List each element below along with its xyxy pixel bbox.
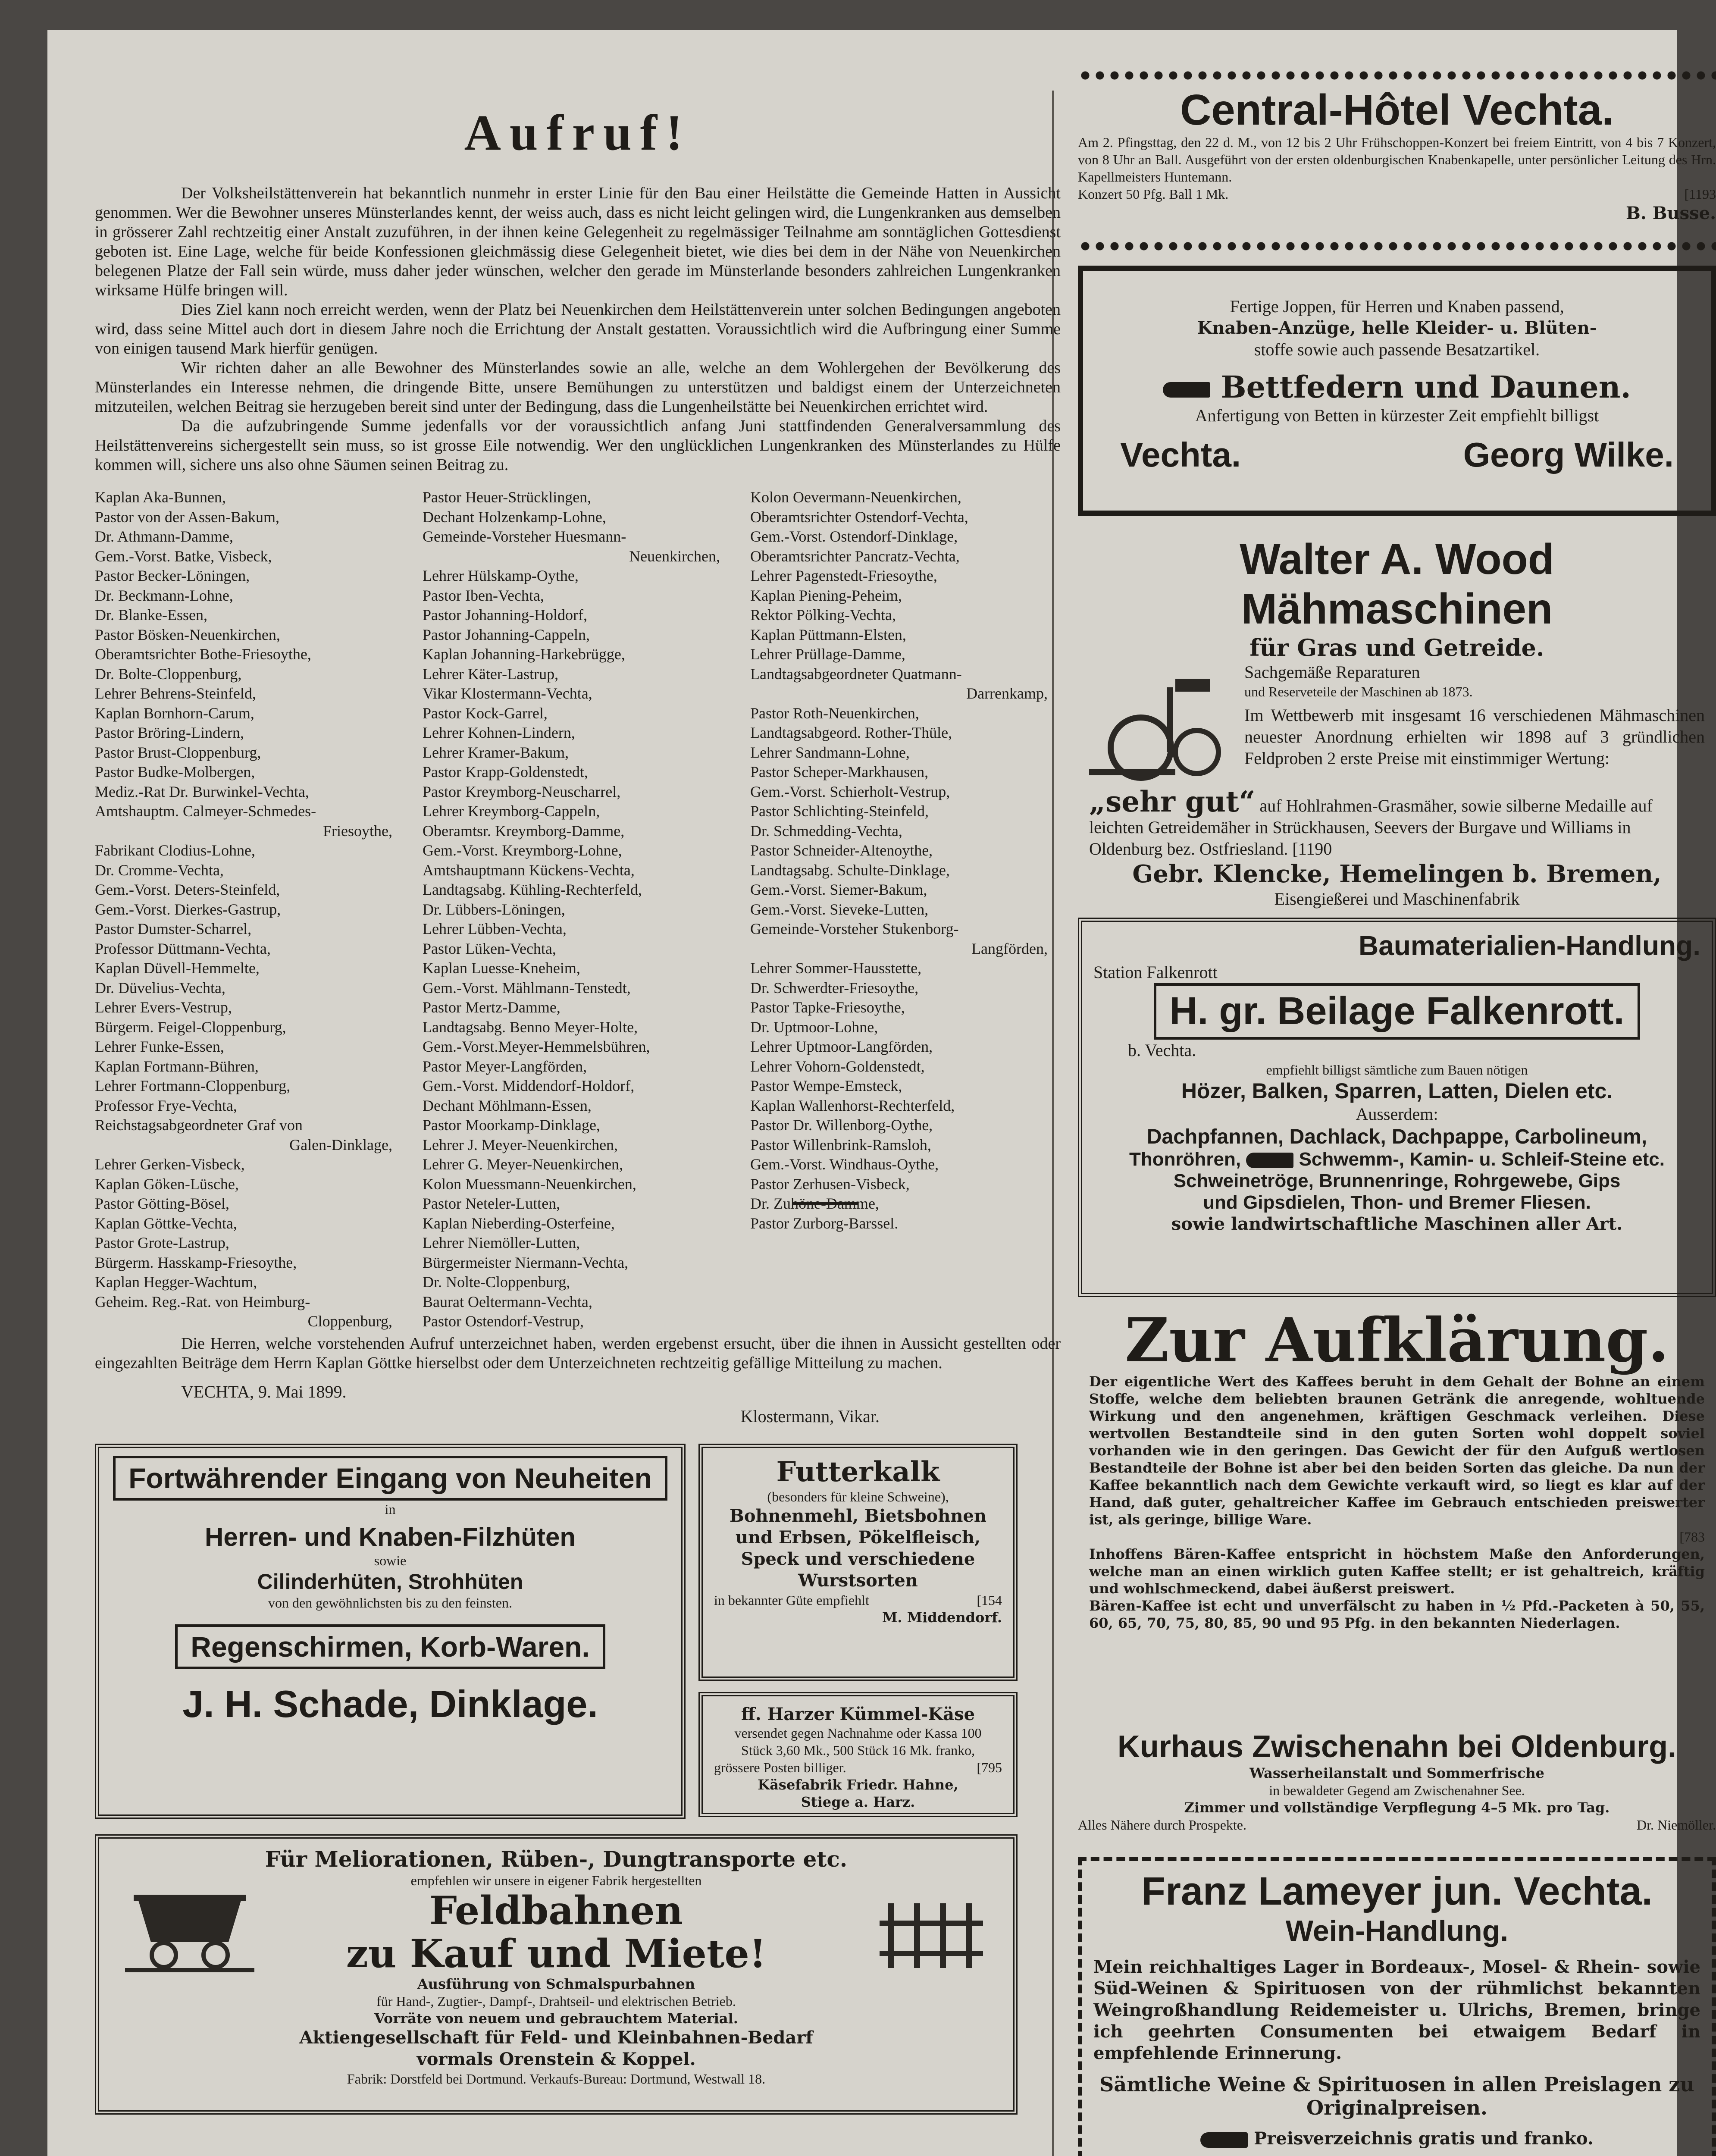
- signer-entry: Vikar Klostermann-Vechta,: [423, 685, 592, 702]
- harzer-l5: Käsefabrik Friedr. Hahne,: [758, 1776, 958, 1793]
- signer-entry: Pastor Kock-Garrel,: [423, 704, 548, 722]
- signer-entry: Dr. Düvelius-Vechta,: [95, 979, 225, 997]
- signer-entry: Fabrikant Clodius-Lohne,: [95, 842, 255, 859]
- futterkalk-l3: und Erbsen, Pökelfleisch,: [735, 1527, 981, 1548]
- signer-entry: Kolon Oevermann-Neuenkirchen,: [750, 489, 961, 506]
- signer-entry: Baurat Oeltermann-Vechta,: [423, 1293, 592, 1310]
- feldbahnen-l3: Feldbahnen: [429, 1887, 683, 1934]
- wood-l3: Im Wettbewerb mit insgesamt 16 verschiedenen Mähmaschinen neuester Anordnung erhielten wir 1898 auf 3 gründlichen Feldproben 2 erste Preise mit einstimmiger Wertung:: [1244, 705, 1705, 768]
- signer-entry: Gem.-Vorst. Sieveke-Lutten,: [750, 900, 929, 918]
- signer-entry: Friesoythe,: [323, 822, 392, 840]
- signer-entry: Pastor Johanning-Holdorf,: [423, 606, 587, 624]
- signer-entry: Landtagsabg. Kühling-Rechterfeld,: [423, 881, 642, 898]
- date-place: VECHTA, 9. Mai 1899.: [181, 1382, 347, 1401]
- futterkalk-l1: (besonders für kleine Schweine),: [767, 1489, 949, 1504]
- schade-line-2: Herren- und Knaben-Filzhüten: [205, 1522, 576, 1551]
- futterkalk-num: [154: [977, 1592, 1002, 1608]
- signer-entry: Lehrer Kreymborg-Cappeln,: [423, 802, 600, 820]
- signer-column-3: [750, 488, 1061, 1332]
- pointing-hand-icon-2: [1246, 1153, 1293, 1168]
- signer-list: [95, 488, 1061, 1332]
- signer-entry: Gem.-Vorst. Schierholt-Vestrup,: [750, 783, 950, 800]
- signer-entry: Lehrer Hülskamp-Oythe,: [423, 567, 579, 584]
- signer-entry: Pastor Ostendorf-Vestrup,: [423, 1313, 584, 1330]
- pointing-hand-icon-3: [1200, 2132, 1248, 2148]
- signer-entry: Pastor Brust-Cloppenburg,: [95, 743, 261, 761]
- beilage-l7: und Gipsdielen, Thon- und Bremer Fliesen.: [1203, 1192, 1591, 1213]
- ad-kurhaus: [1078, 1729, 1716, 1846]
- beilage-l5b: Schwemm-, Kamin- u. Schleif-Steine etc.: [1299, 1149, 1665, 1170]
- lameyer-body: Mein reichhaltiges Lager in Bordeaux-, Mosel- & Rhein- sowie Süd-Weinen & Spirituosen von der rühmlichst bekannten Weingroßhandlung Reidemeister u. Ulrichs, Bremen, bringe ich geehrten Consumenten bei etwaigem Bedarf in empfehlende Erinnerung.: [1093, 1957, 1700, 2063]
- signer-entry: Galen-Dinklage,: [289, 1136, 392, 1153]
- signer-entry: Bürgermeister Niermann-Vechta,: [423, 1253, 629, 1271]
- signer-entry: Kaplan Luesse-Kneheim,: [423, 959, 580, 977]
- signer-entry: Kaplan Püttmann-Elsten,: [750, 626, 906, 643]
- feldbahnen-l7: Vorräte von neuem und gebrauchtem Material.: [374, 2010, 738, 2027]
- signer-entry: Kaplan Piening-Peheim,: [750, 586, 902, 604]
- chain-border: [1078, 69, 1716, 82]
- signer-entry: Gem.-Vorst.Meyer-Hemmelsbühren,: [423, 1038, 650, 1055]
- wood-sig: Gebr. Klencke, Hemelingen b. Bremen,: [1132, 860, 1662, 888]
- signer-entry: Lehrer Gerken-Visbeck,: [95, 1156, 245, 1173]
- feldbahnen-l10: Fabrik: Dorstfeld bei Dortmund. Verkaufs-Bureau: Dortmund, Westwall 18.: [347, 2071, 766, 2087]
- ads-stack-small: [698, 1444, 1018, 1830]
- signer-entry: Pastor Scheper-Markhausen,: [750, 763, 929, 780]
- central-title: Central-Hôtel Vechta.: [1180, 86, 1614, 134]
- beilage-l2: Hözer, Balken, Sparren, Latten, Dielen etc.: [1181, 1079, 1613, 1103]
- signer-entry: Gem.-Vorst. Siemer-Bakum,: [750, 881, 927, 898]
- signer-entry: Dechant Möhlmann-Essen,: [423, 1097, 592, 1114]
- wood-l4: auf Hohlrahmen-Grasmäher, sowie silberne Medaille auf leichten Getreidemäher in Strückhausen, Seevers der Burgave und Williams in Oldenburg bez. Ostfriesland.: [1089, 796, 1653, 859]
- signer-entry: Pastor Wempe-Emsteck,: [750, 1077, 902, 1094]
- signer-entry: Pastor Bösken-Neuenkirchen,: [95, 626, 280, 643]
- signer-entry: Pastor Kreymborg-Neuscharrel,: [423, 783, 621, 800]
- harzer-num: [795: [977, 1759, 1002, 1775]
- signer-entry: Pastor Roth-Neuenkirchen,: [750, 704, 919, 722]
- harzer-l2: versendet gegen Nachnahme oder Kassa 100: [734, 1725, 982, 1741]
- futterkalk-sig: M. Middendorf.: [882, 1609, 1002, 1626]
- signer-entry: Lehrer Behrens-Steinfeld,: [95, 685, 256, 702]
- ad-beilage: [1078, 918, 1716, 1297]
- railcar-illustration: [125, 1882, 254, 1977]
- signer-entry: Mediz.-Rat Dr. Burwinkel-Vechta,: [95, 783, 309, 800]
- signer-entry: Dr. Bolte-Cloppenburg,: [95, 665, 242, 683]
- signer-entry: Lehrer Niemöller-Lutten,: [423, 1234, 580, 1251]
- signer-entry: Pastor Dumster-Scharrel,: [95, 920, 252, 937]
- signer-entry: Dr. Schmedding-Vechta,: [750, 822, 902, 840]
- right-column: [1078, 69, 1716, 2156]
- wood-quote: „sehr gut“: [1089, 785, 1256, 818]
- signer-entry: Dr. Schwerdter-Friesoythe,: [750, 979, 919, 997]
- ad-feldbahnen: [95, 1834, 1018, 2115]
- kurhaus-l1: Wasserheilanstalt und Sommerfrische: [1249, 1765, 1545, 1781]
- signer-entry: Dr. Lübbers-Löningen,: [423, 900, 565, 918]
- harzer-l3: Stück 3,60 Mk., 500 Stück 16 Mk. franko,: [741, 1742, 975, 1758]
- signer-entry: Landtagsabgeord. Rother-Thüle,: [750, 724, 952, 741]
- beilage-title: Baumaterialien-Handlung.: [1359, 930, 1700, 961]
- schade-line-3: Cilinderhüten, Strohhüten: [257, 1569, 523, 1594]
- aufruf-paragraph-1: Der Volksheilstättenverein hat bekanntlich nunmehr in erster Linie für den Bau einer Heilstätte die Gemeinde Hatten in Aussicht genommen. Wer die Bewohner unseres Münsterlandes kennt, der weiss auch, dass es nicht leicht gelingen wird, die Lungenkranken aus demselben in grösserer Zahl rechtzeitig einer Anstalt zuzuführen, in der ihnen keine Gelegenheit zu regelmässiger Teilnahme am sonntäglichen Gottesdienst geboten ist. Eine Lage, welche für beide Konfessionen gleichmässig diese Gelegenheit bietet, wie dies bei dem in der Nähe von Neuenkirchen belegenen Platze der Fall sein würde, muss daher jeder wünschen, welcher den gerade im Münsterlande besonders zahlreichen Lungenkranken wirksame Hülfe bringen will.: [95, 184, 1061, 299]
- schade-line-4: von den gewöhnlichsten bis zu den feinsten.: [268, 1595, 513, 1611]
- beilage-name: H. gr. Beilage Falkenrott.: [1154, 983, 1640, 1040]
- beilage-l5: Thonröhren,: [1129, 1149, 1241, 1170]
- ad-futterkalk: [698, 1444, 1018, 1681]
- signer-entry: Oberamtsrichter Ostendorf-Vechta,: [750, 508, 968, 526]
- lameyer-sub: Wein-Handlung.: [1285, 1915, 1509, 1947]
- signer-entry: Kaplan Hegger-Wachtum,: [95, 1273, 257, 1291]
- signer-entry: Neuenkirchen,: [629, 547, 720, 565]
- signer-entry: Pastor Schneider-Altenoythe,: [750, 842, 933, 859]
- signer-entry: Gemeinde-Vorsteher Huesmann-: [423, 528, 626, 545]
- signer-entry: Kaplan Göken-Lüsche,: [95, 1175, 239, 1193]
- left-column: [95, 69, 1061, 2126]
- signer-entry: Pastor Schlichting-Steinfeld,: [750, 802, 929, 820]
- signer-entry: Kolon Muessmann-Neuenkirchen,: [423, 1175, 636, 1193]
- signer-entry: Kaplan Aka-Bunnen,: [95, 489, 226, 506]
- ad-lameyer: [1078, 1857, 1716, 2156]
- signer-entry: Pastor Meyer-Langförden,: [423, 1057, 587, 1075]
- wood-sub: für Gras und Getreide.: [1249, 634, 1544, 661]
- signer-entry: Kaplan Nieberding-Osterfeine,: [423, 1214, 615, 1232]
- signer-entry: Pastor Iben-Vechta,: [423, 586, 544, 604]
- ads-row-left: [95, 1444, 1061, 1830]
- feldbahnen-l8: Aktiengesellschaft für Feld- und Kleinbahnen-Bedarf: [299, 2027, 813, 2048]
- harzer-l4: grössere Posten billiger.: [714, 1759, 846, 1775]
- signer-entry: Pastor Moorkamp-Dinklage,: [423, 1116, 600, 1134]
- signer-entry: Pastor Krapp-Goldenstedt,: [423, 763, 588, 780]
- signer-entry: Professor Düttmann-Vechta,: [95, 940, 271, 957]
- signer-entry: Lehrer Vohorn-Goldenstedt,: [750, 1057, 925, 1075]
- signer-entry: Gem.-Vorst. Mählmann-Tenstedt,: [423, 979, 631, 997]
- newspaper-page: [47, 30, 1716, 2156]
- ad-wood: [1078, 527, 1716, 909]
- kurhaus-l4: Alles Nähere durch Prospekte.: [1078, 1817, 1246, 1833]
- signer-entry: Dechant Holzenkamp-Lohne,: [423, 508, 606, 526]
- signer-entry: Gem.-Vorst. Deters-Steinfeld,: [95, 881, 280, 898]
- signer-entry: Lehrer Lübben-Vechta,: [423, 920, 567, 937]
- signer-entry: Lehrer Prüllage-Damme,: [750, 646, 905, 663]
- signer-entry: Pastor Tapke-Friesoythe,: [750, 999, 905, 1016]
- central-num: [1193: [1684, 186, 1716, 202]
- wood-l1: Sachgemäße Reparaturen: [1244, 662, 1420, 682]
- ad-central-hotel: [1078, 82, 1716, 229]
- feldbahnen-l6: für Hand-, Zugtier-, Dampf-, Drahtseil- und elektrischen Betrieb.: [376, 1993, 736, 2009]
- signer-entry: Dr. Cromme-Vechta,: [95, 861, 224, 879]
- signer-entry: Dr. Uptmoor-Lohne,: [750, 1018, 878, 1036]
- signer-entry: Lehrer Sandmann-Lohne,: [750, 743, 910, 761]
- lameyer-l3: Preisverzeichnis gratis und franko.: [1254, 2128, 1594, 2149]
- aufklaerung-body: Der eigentliche Wert des Kaffees beruht in dem Gehalt der Bohne an einem Stoffe, welche dem beliebten braunen Getränk die anregende, wohltuende Wirkung und den angenehmen, kräftigen Geschmack verleihen. Diese wertvollen Bestandteile sind in den guten Sorten wohl doppelt soviel vorhanden wie in den geringen. Das Gewicht der für den Aufguß wertlosen Bestandteile der Bohne ist aber bei den beiden Sorten das gleiche. Da nun der Kaffee bekanntlich nach dem Gewichte verkauft wird, so liegt es klar auf der Hand, daß guter, gehaltreicher Kaffee im Gebrauch entschieden preiswerter ist, als geringe, billige Ware.: [1089, 1373, 1705, 1528]
- signer-entry: Gem.-Vorst. Batke, Visbeck,: [95, 547, 272, 565]
- futterkalk-l4: Speck und verschiedene: [741, 1548, 975, 1569]
- wood-title: Walter A. Wood Mähmaschinen: [1240, 535, 1554, 633]
- signer-entry: Gemeinde-Vorsteher Stukenborg-: [750, 920, 959, 937]
- central-body: Am 2. Pfingsttag, den 22 d. M., von 12 bis 2 Uhr Frühschoppen-Konzert bei freiem Eintritt, von 4 bis 7 Konzert, von 8 Uhr an Ball. Ausgeführt von der ersten oldenburgischen Knabenkapelle, unter persönlicher Leitung des Hrn. Kapellmeisters Huntemann.: [1078, 135, 1716, 185]
- kurhaus-l2: in bewaldeter Gegend am Zwischenahner See.: [1269, 1783, 1525, 1798]
- wilke-l2: Knaben-Anzüge, helle Kleider- u. Blüten-: [1197, 318, 1597, 338]
- kurhaus-sig: Dr. Niemöller.: [1637, 1817, 1716, 1833]
- futterkalk-title: Futterkalk: [776, 1455, 940, 1488]
- signer-entry: Pastor Heuer-Strücklingen,: [423, 489, 592, 506]
- signer-entry: Pastor von der Assen-Bakum,: [95, 508, 279, 526]
- signer-entry: Lehrer G. Meyer-Neuenkirchen,: [423, 1156, 623, 1173]
- mower-illustration: [1089, 661, 1236, 791]
- signer-entry: Lehrer Käter-Lastrup,: [423, 665, 559, 683]
- signer-entry: Gem.-Vorst. Kreymborg-Lohne,: [423, 842, 622, 859]
- signer-entry: Geheim. Reg.-Rat. von Heimburg-: [95, 1293, 310, 1310]
- futterkalk-l5: Wurstsorten: [798, 1570, 918, 1591]
- signer-entry: Pastor Neteler-Lutten,: [423, 1195, 561, 1212]
- schade-sowie: sowie: [374, 1552, 407, 1568]
- beilage-place: b. Vechta.: [1128, 1040, 1196, 1060]
- signer-entry: Pastor Zurborg-Barssel.: [750, 1214, 899, 1232]
- aufruf-paragraph-3: Wir richten daher an alle Bewohner des Münsterlandes sowie an alle, welche an dem Wohlergehen der Bevölkerung des Münsterlandes ein Interesse nehmen, die dringende Bitte, unsere Bemühungen zu unterstützen und baldigst einem der Unterzeichneten mitzuteilen, welchen Beitrag sie herzugeben bereit sind unter der Bedingung, dass die Lungenheilstätte bei Neuenkirchen errichtet wird.: [95, 359, 1061, 416]
- signer-entry: Landtagsabgeordneter Quatmann-: [750, 665, 962, 683]
- feldbahnen-l5: Ausführung von Schmalspurbahnen: [417, 1975, 695, 1992]
- aufklaerung-body3: Bären-Kaffee ist echt und unverfälscht zu haben in ½ Pfd.-Packeten à 50, 55, 60, 65, 70, 75, 80, 85, 90 und 95 Pfg. in den bekannten Niederlagen.: [1089, 1598, 1705, 1631]
- signer-entry: Kaplan Göttke-Vechta,: [95, 1214, 237, 1232]
- feldbahnen-l4: zu Kauf und Miete!: [346, 1930, 767, 1977]
- signer-entry: Oberamtsrichter Pancratz-Vechta,: [750, 547, 960, 565]
- signer-entry: Lehrer Evers-Vestrup,: [95, 999, 232, 1016]
- signer-entry: Gem.-Vorst. Ostendorf-Dinklage,: [750, 528, 958, 545]
- signer-entry: Lehrer Pagenstedt-Friesoythe,: [750, 567, 937, 584]
- aufruf-title: Aufruf!: [464, 104, 692, 161]
- feldbahnen-l2: empfehlen wir unsere in eigener Fabrik hergestellten: [410, 1872, 702, 1888]
- wilke-place: Vechta.: [1120, 436, 1241, 474]
- pointing-hand-icon: [1163, 382, 1210, 398]
- signer-entry: Bürgerm. Hasskamp-Friesoythe,: [95, 1253, 297, 1271]
- signer-entry: Kaplan Wallenhorst-Rechterfeld,: [750, 1097, 955, 1114]
- kurhaus-l3: Zimmer und vollständige Verpflegung 4–5 Mk. pro Tag.: [1184, 1799, 1610, 1816]
- aufruf-paragraph-4: Da die aufzubringende Summe jedenfalls vor der voraussichtlich anfang Juni stattfindenden Generalversammlung des Heilstättenvereins sichergestellt sein muss, so ist grosse Eile notwendig. Wer den unglücklichen Lungenkranken des Münsterlandes zu Hülfe kommen will, sichere uns also ohne Säumen seinen Beitrag zu.: [95, 417, 1061, 474]
- beilage-l3: Ausserdem:: [1356, 1104, 1438, 1124]
- signer-entry: Lehrer Kramer-Bakum,: [423, 743, 569, 761]
- signer-entry: Pastor Lüken-Vechta,: [423, 940, 556, 957]
- aufklaerung-num: [783: [1679, 1529, 1705, 1545]
- wood-num: [1190: [1292, 839, 1332, 859]
- signer-entry: Pastor Zerhusen-Visbeck,: [750, 1175, 910, 1193]
- signer-entry: Lehrer Kohnen-Lindern,: [423, 724, 575, 741]
- signer-entry: Bürgerm. Feigel-Cloppenburg,: [95, 1018, 286, 1036]
- signer-entry: Pastor Grote-Lastrup,: [95, 1234, 229, 1251]
- beilage-l4: Dachpfannen, Dachlack, Dachpappe, Carbolineum,: [1146, 1125, 1647, 1148]
- signer-entry: Lehrer Funke-Essen,: [95, 1038, 224, 1055]
- central-price: Konzert 50 Pfg. Ball 1 Mk.: [1078, 186, 1229, 202]
- signer-entry: Pastor Budke-Molbergen,: [95, 763, 255, 780]
- wood-l2: und Reserveteile der Maschinen ab 1873.: [1244, 684, 1473, 699]
- signer-column-1: [95, 488, 405, 1332]
- signer-entry: Gem.-Vorst. Windhaus-Oythe,: [750, 1156, 939, 1173]
- closing-text: Die Herren, welche vorstehenden Aufruf unterzeichnet haben, werden ergebenst ersucht, über die ihnen in Aussicht gestellten oder eingezahlten Beiträge dem Herrn Kaplan Göttke hierselbst oder dem Unterzeichneten rechtzeitig gefällige Mitteilung zu machen.: [95, 1334, 1061, 1372]
- track-illustration: [875, 1886, 987, 1972]
- aufruf-paragraph-2: Dies Ziel kann noch erreicht werden, wenn der Platz bei Neuenkirchen dem Heilstättenverein unter solchen Bedingungen angeboten wird, dass seine Mittel auch dort in diesem Jahre noch die Errichtung der Anstalt gestatten. Voraussichtlich wird die Aufbringung einer Summe von einigen tausend Mark hierfür genügen.: [95, 301, 1061, 357]
- beilage-station: Station Falkenrott: [1093, 962, 1218, 982]
- signer-entry: Professor Frye-Vechta,: [95, 1097, 237, 1114]
- wood-sig2: Eisengießerei und Maschinenfabrik: [1274, 889, 1520, 909]
- feldbahnen-l1: Für Meliorationen, Rüben-, Dungtransporte etc.: [265, 1846, 848, 1872]
- signer-entry: Lehrer J. Meyer-Neuenkirchen,: [423, 1136, 618, 1153]
- schade-line-5: Regenschirmen, Korb-Waren.: [175, 1624, 605, 1669]
- wilke-l5: Anfertigung von Betten in kürzester Zeit empfiehlt billigst: [1195, 406, 1599, 425]
- beilage-l8: sowie landwirtschaftliche Maschinen aller Art.: [1171, 1214, 1623, 1234]
- signer-entry: Langförden,: [971, 940, 1048, 957]
- signer-entry: Kaplan Bornhorn-Carum,: [95, 704, 254, 722]
- signed-by: Klostermann, Vikar.: [740, 1406, 880, 1426]
- signer-entry: Lehrer Sommer-Hausstette,: [750, 959, 922, 977]
- signer-entry: Pastor Willenbrink-Ramsloh,: [750, 1136, 931, 1153]
- central-sig: B. Busse.: [1626, 203, 1716, 223]
- wilke-l3: stoffe sowie auch passende Besatzartikel.: [1254, 340, 1540, 359]
- harzer-l1: ff. Harzer Kümmel-Käse: [741, 1704, 975, 1724]
- signer-entry: Gem.-Vorst. Dierkes-Gastrup,: [95, 900, 281, 918]
- wilke-l1: Fertige Joppen, für Herren und Knaben passend,: [1230, 297, 1564, 316]
- signer-entry: Pastor Dr. Willenborg-Oythe,: [750, 1116, 933, 1134]
- wilke-name: Georg Wilke.: [1463, 436, 1674, 474]
- signer-entry: Amtshauptmann Kückens-Vechta,: [423, 861, 635, 879]
- signer-entry: Kaplan Düvell-Hemmelte,: [95, 959, 260, 977]
- ad-aufklaerung: [1078, 1305, 1716, 1718]
- signer-entry: Oberamtsrichter Bothe-Friesoythe,: [95, 646, 311, 663]
- signer-entry: Pastor Becker-Löningen,: [95, 567, 250, 584]
- signer-entry: Dr. Athmann-Damme,: [95, 528, 233, 545]
- signer-entry: Cloppenburg,: [307, 1313, 392, 1330]
- ad-harzer: [698, 1692, 1018, 1817]
- signer-entry: Pastor Johanning-Cappeln,: [423, 626, 590, 643]
- schade-in: in: [385, 1501, 396, 1517]
- signer-entry: Kaplan Johanning-Harkebrügge,: [423, 646, 625, 663]
- signer-column-2: [423, 488, 733, 1332]
- signer-entry: Pastor Mertz-Damme,: [423, 999, 561, 1016]
- signer-entry: Dr. Nolte-Cloppenburg,: [423, 1273, 570, 1291]
- signer-entry: Pastor Bröring-Lindern,: [95, 724, 244, 741]
- signer-entry: Landtagsabg. Benno Meyer-Holte,: [423, 1018, 638, 1036]
- futterkalk-l2: Bohnenmehl, Bietsbohnen: [730, 1505, 986, 1526]
- signer-entry: Oberamtsr. Kreymborg-Damme,: [423, 822, 625, 840]
- aufklaerung-body2: Inhoffens Bären-Kaffee entspricht in höchstem Maße den Anforderungen, welche man an einen wirklich guten Kaffee stellt; er ist gehaltreich, kräftig und wohlschmeckend, dabei äußerst preiswert.: [1089, 1546, 1705, 1597]
- dateline: [95, 1382, 1061, 1402]
- beilage-l6: Schweinetröge, Brunnenringe, Rohrgewebe, Gips: [1173, 1170, 1621, 1191]
- signer-entry: Reichstagsabgeordneter Graf von: [95, 1116, 303, 1134]
- beilage-l1: empfiehlt billigst sämtliche zum Bauen nötigen: [1266, 1062, 1528, 1078]
- wilke-l4: [1094, 369, 1700, 405]
- signer-entry: Darrenkamp,: [966, 685, 1048, 702]
- signer-entry: Amtshauptm. Calmeyer-Schmedes-: [95, 802, 316, 820]
- lameyer-l2: Sämtliche Weine & Spirituosen in allen Preislagen zu Originalpreisen.: [1099, 2073, 1694, 2119]
- signer-entry: Pastor Götting-Bösel,: [95, 1195, 229, 1212]
- harzer-l6: Stiege a. Harz.: [801, 1793, 915, 1810]
- ad-wilke: [1078, 266, 1716, 516]
- schade-line-1: Fortwährender Eingang von Neuheiten: [113, 1456, 667, 1501]
- schade-name: J. H. Schade, Dinklage.: [182, 1682, 598, 1725]
- signer-entry: Dr. Beckmann-Lohne,: [95, 586, 233, 604]
- signer-entry: Lehrer Fortmann-Cloppenburg,: [95, 1077, 291, 1094]
- signer-entry: Landtagsabg. Schulte-Dinklage,: [750, 861, 950, 879]
- signer-entry: Lehrer Uptmoor-Langförden,: [750, 1038, 933, 1055]
- chain-border-2: [1078, 240, 1716, 253]
- signer-entry: Gem.-Vorst. Middendorf-Holdorf,: [423, 1077, 635, 1094]
- futterkalk-l6: in bekannter Güte empfiehlt: [714, 1592, 869, 1608]
- kurhaus-title: Kurhaus Zwischenahn bei Oldenburg.: [1117, 1730, 1677, 1764]
- signer-entry: Dr. Blanke-Essen,: [95, 606, 207, 624]
- aufklaerung-title: Zur Aufklärung.: [1125, 1305, 1669, 1376]
- ad-schade: [95, 1444, 686, 1819]
- signer-entry: Dr. Zuhöne-Damme,: [750, 1195, 879, 1212]
- wilke-l4-text: Bettfedern und Daunen.: [1221, 369, 1631, 405]
- signer-entry: Rektor Pölking-Vechta,: [750, 606, 896, 624]
- feldbahnen-l9: vormals Orenstein & Koppel.: [416, 2049, 696, 2069]
- signer-entry: Kaplan Fortmann-Bühren,: [95, 1057, 259, 1075]
- lameyer-title: Franz Lameyer jun. Vechta.: [1141, 1869, 1653, 1913]
